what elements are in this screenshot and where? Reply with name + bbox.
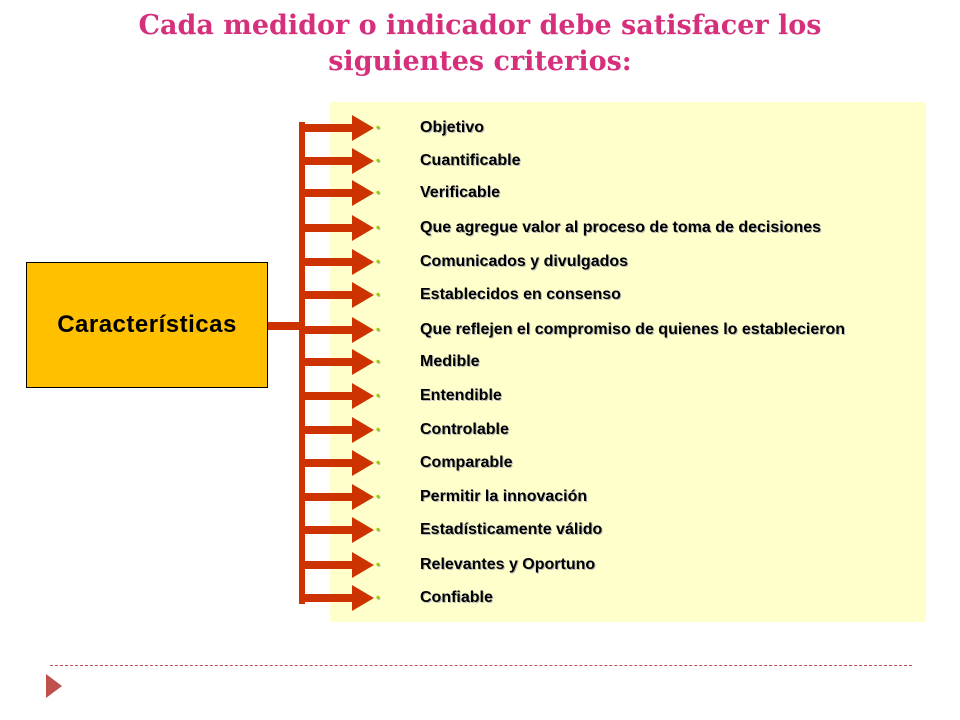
bullet-dot-icon: • [376, 256, 380, 268]
right-arrow-icon [352, 585, 374, 611]
bullet-dot-icon: • [376, 324, 380, 336]
bullet-dot-icon: • [376, 524, 380, 536]
title-line-2: siguientes criterios: [328, 46, 632, 77]
arrow-shaft [299, 124, 355, 132]
hub-connector-shaft [268, 322, 302, 330]
right-arrow-icon [352, 517, 374, 543]
arrow-shaft [299, 291, 355, 299]
arrow-shaft [299, 561, 355, 569]
footer-divider [50, 665, 912, 666]
criteria-item [376, 116, 484, 140]
right-arrow-icon [352, 417, 374, 443]
criteria-item [376, 518, 602, 542]
criteria-item-label: Que agregue valor al proceso de toma de decisiones [420, 219, 822, 236]
bullet-dot-icon: • [376, 592, 380, 604]
right-arrow-icon [352, 148, 374, 174]
criteria-item-label: Estadísticamente válido [420, 521, 603, 538]
bullet-dot-icon: • [376, 155, 380, 167]
right-arrow-icon [352, 249, 374, 275]
criteria-item [376, 216, 821, 240]
arrow-shaft [299, 426, 355, 434]
right-arrow-icon [352, 282, 374, 308]
arrow-shaft [299, 189, 355, 197]
criteria-item [376, 586, 493, 610]
arrow-shaft [299, 526, 355, 534]
criteria-item [376, 451, 512, 475]
criteria-item-label: Relevantes y Oportuno [420, 556, 596, 573]
right-arrow-icon [352, 484, 374, 510]
characteristics-label: Características [57, 311, 237, 338]
arrow-shaft [299, 493, 355, 501]
bullet-dot-icon: • [376, 187, 380, 199]
criteria-item-label: Confiable [420, 589, 493, 606]
characteristics-box [26, 262, 268, 388]
criteria-item [376, 553, 595, 577]
criteria-item-label: Cuantificable [420, 152, 521, 169]
right-arrow-icon [352, 383, 374, 409]
criteria-item [376, 350, 480, 374]
bullet-dot-icon: • [376, 559, 380, 571]
bullet-dot-icon: • [376, 390, 380, 402]
title-line-1: Cada medidor o indicador debe satisfacer los [138, 10, 822, 41]
arrow-shaft [299, 224, 355, 232]
bullet-dot-icon: • [376, 289, 380, 301]
bullet-dot-icon: • [376, 356, 380, 368]
criteria-item [376, 418, 509, 442]
arrow-shaft [299, 326, 355, 334]
right-arrow-icon [352, 349, 374, 375]
criteria-item-label: Que reflejen el compromiso de quienes lo establecieron [420, 321, 846, 338]
criteria-item-label: Comunicados y divulgados [420, 253, 629, 270]
criteria-item-label: Permitir la innovación [420, 488, 588, 505]
criteria-item-label: Medible [420, 353, 480, 370]
right-arrow-icon [352, 115, 374, 141]
bullet-dot-icon: • [376, 457, 380, 469]
criteria-item-label: Comparable [420, 454, 513, 471]
criteria-item-label: Controlable [420, 421, 509, 438]
criteria-item-label: Establecidos en consenso [420, 286, 621, 303]
bullet-dot-icon: • [376, 122, 380, 134]
right-arrow-icon [352, 552, 374, 578]
right-arrow-icon [352, 215, 374, 241]
arrow-shaft [299, 358, 355, 366]
criteria-item [376, 181, 500, 205]
criteria-item-label: Entendible [420, 387, 502, 404]
criteria-item [376, 250, 628, 274]
criteria-item [376, 384, 502, 408]
arrow-shaft [299, 392, 355, 400]
arrow-shaft [299, 459, 355, 467]
bullet-dot-icon: • [376, 222, 380, 234]
right-arrow-icon [352, 180, 374, 206]
arrow-shaft [299, 258, 355, 266]
arrow-shaft [299, 594, 355, 602]
right-arrow-icon [352, 450, 374, 476]
criteria-item [376, 318, 845, 342]
criteria-item [376, 485, 587, 509]
criteria-item-label: Objetivo [420, 119, 485, 136]
bullet-dot-icon: • [376, 424, 380, 436]
criteria-item-label: Verificable [420, 184, 501, 201]
right-arrow-icon [352, 317, 374, 343]
bullet-dot-icon: • [376, 491, 380, 503]
criteria-item [376, 283, 621, 307]
arrow-shaft [299, 157, 355, 165]
criteria-item [376, 149, 520, 173]
next-slide-triangle-icon[interactable] [46, 674, 62, 698]
